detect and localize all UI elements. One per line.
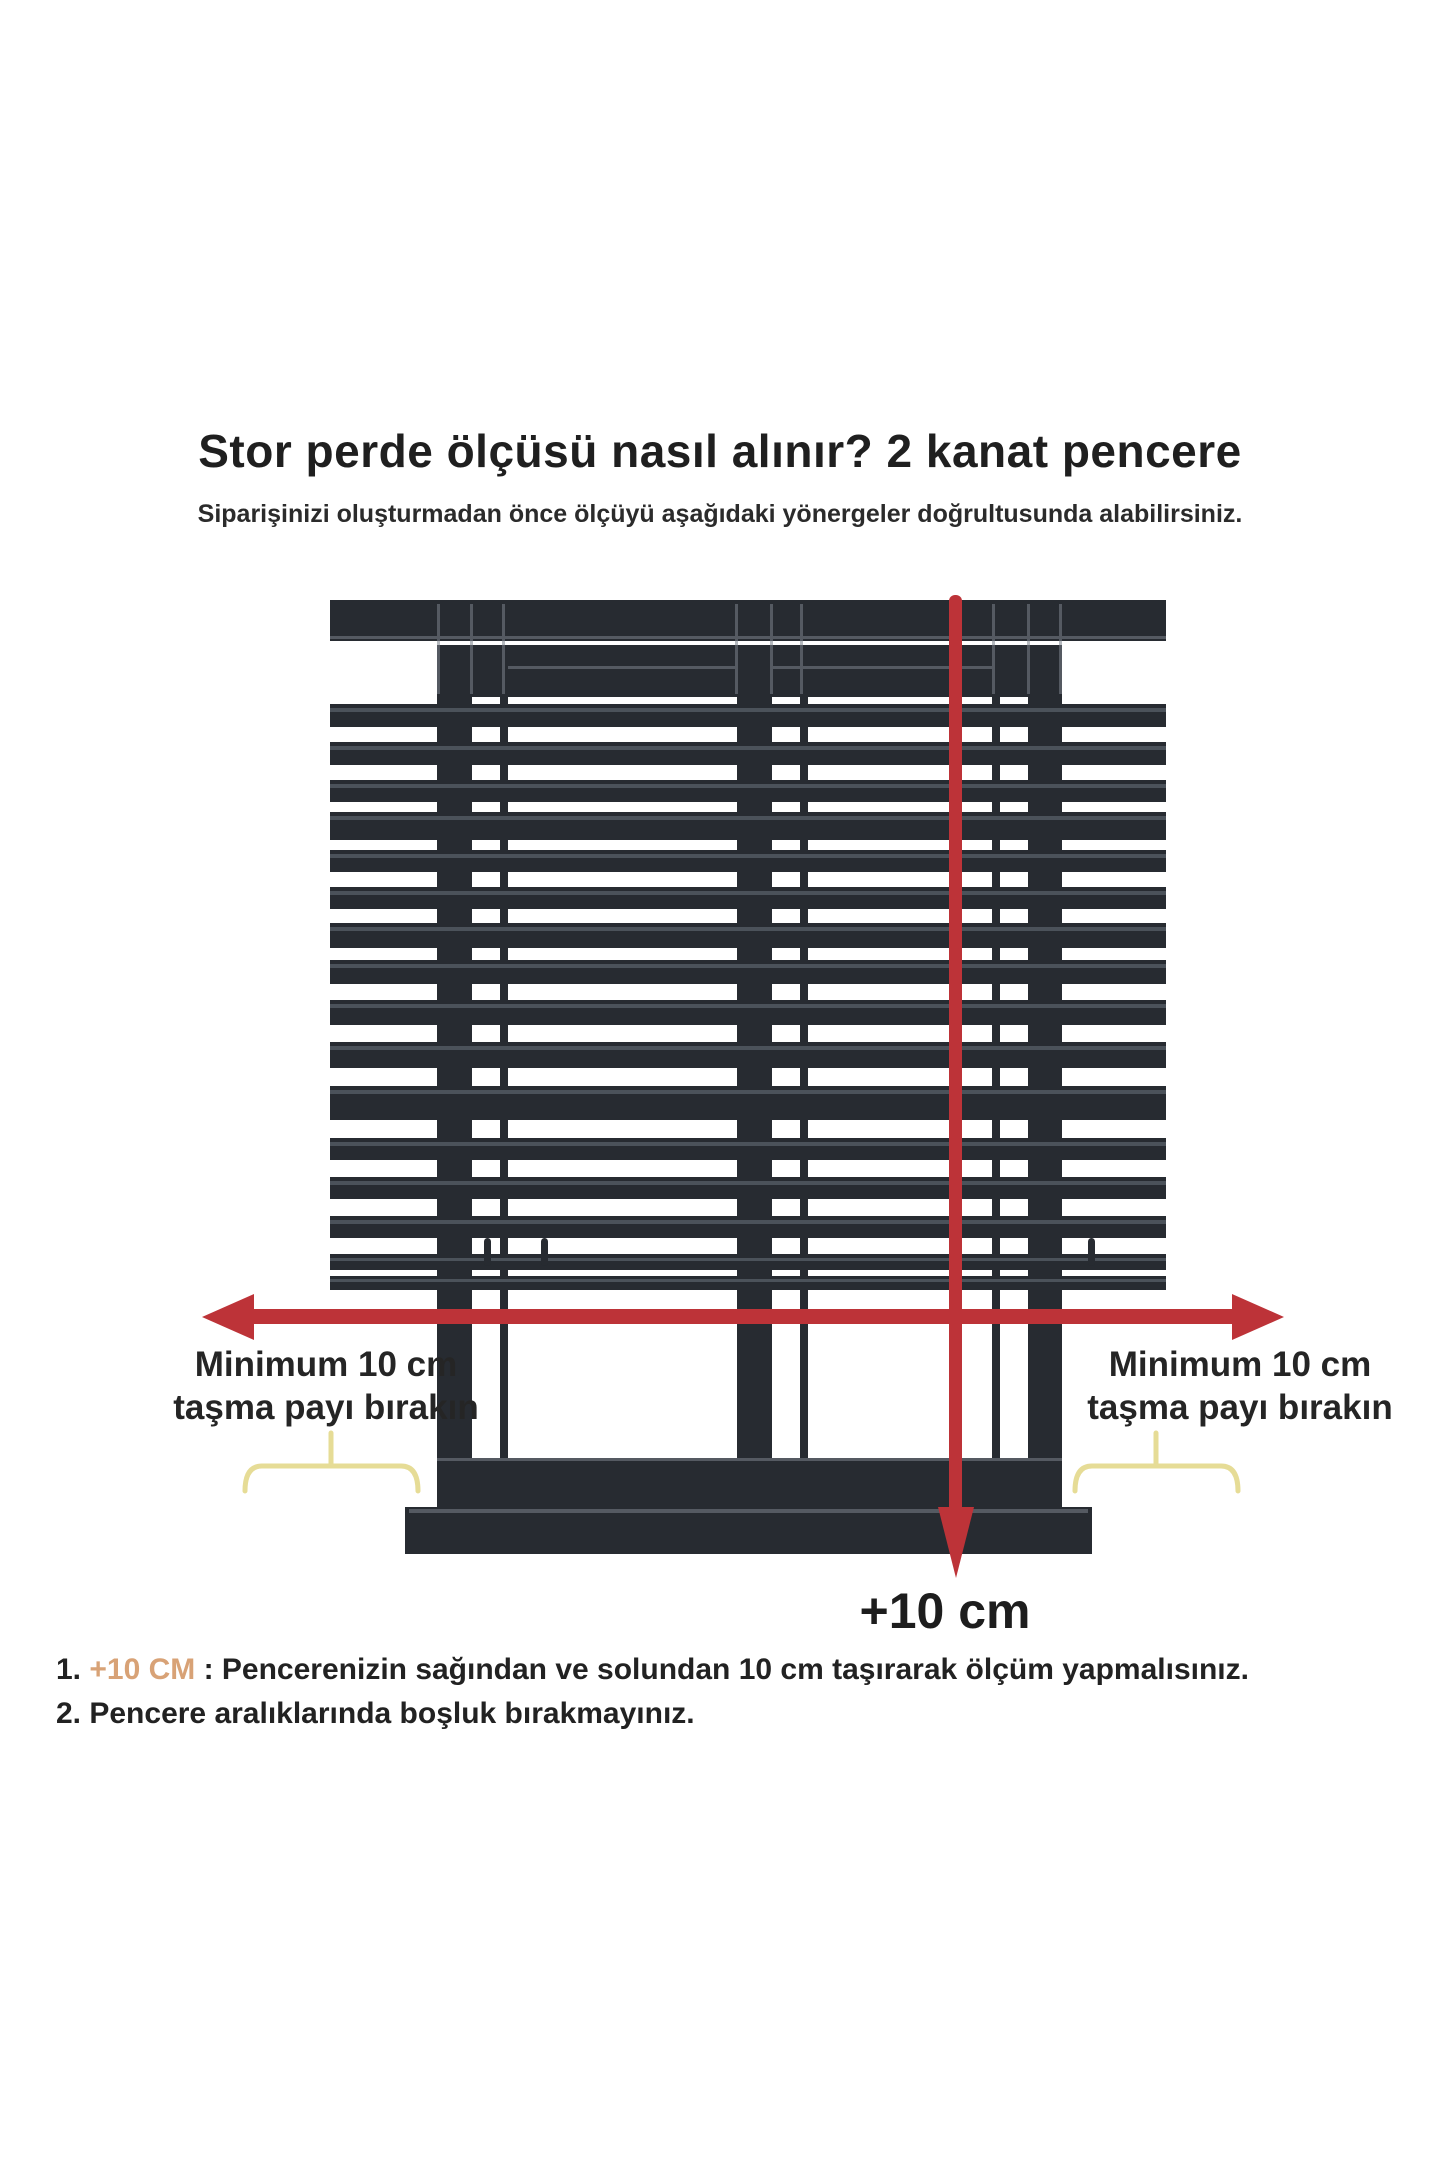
right-bracket	[1075, 1466, 1238, 1491]
window-center-mullion	[737, 645, 772, 1507]
blind-headrail	[330, 600, 1166, 641]
width-arrow-left-head	[202, 1294, 254, 1340]
instruction-item-2	[56, 1692, 1416, 1736]
window-right-frame	[1028, 645, 1062, 1507]
instruction-1-highlight: +10 CM	[89, 1653, 196, 1686]
height-arrow-label: +10 cm	[859, 1583, 1031, 1639]
center-sash-edge	[800, 697, 808, 1460]
left-overhang-label	[140, 1344, 512, 1429]
instruction-2-text: Pencere aralıklarında boşluk bırakmayınız.	[89, 1696, 695, 1730]
right-overhang-label-line2: taşma payı bırakın	[1087, 1387, 1393, 1427]
window-sill	[405, 1507, 1092, 1554]
left-bracket	[245, 1466, 418, 1491]
left-overhang-label-line2: taşma payı bırakın	[173, 1387, 479, 1427]
page-subtitle: Siparişinizi oluşturmadan önce ölçüyü aşağıdaki yönergeler doğrultusunda alabilirsiniz.	[197, 500, 1243, 528]
instruction-list	[56, 1648, 1416, 1735]
right-overhang-label-line1: Minimum 10 cm	[1108, 1345, 1372, 1384]
instruction-item-1	[56, 1648, 1416, 1692]
right-sash-edge	[992, 697, 1000, 1460]
instruction-1-text: : Pencerenizin sağından ve solundan 10 cm taşırarak ölçüm yapmalısınız.	[195, 1653, 1249, 1686]
left-overhang-label-line1: Minimum 10 cm	[194, 1345, 458, 1384]
instruction-2-number: 2.	[56, 1696, 90, 1730]
window-bottom-rail	[437, 1458, 1062, 1507]
page-title: Stor perde ölçüsü nasıl alınır? 2 kanat pencere	[198, 425, 1242, 477]
right-overhang-label	[1058, 1344, 1422, 1429]
width-arrow-right-head	[1232, 1294, 1284, 1340]
instruction-1-number: 1.	[56, 1653, 90, 1686]
